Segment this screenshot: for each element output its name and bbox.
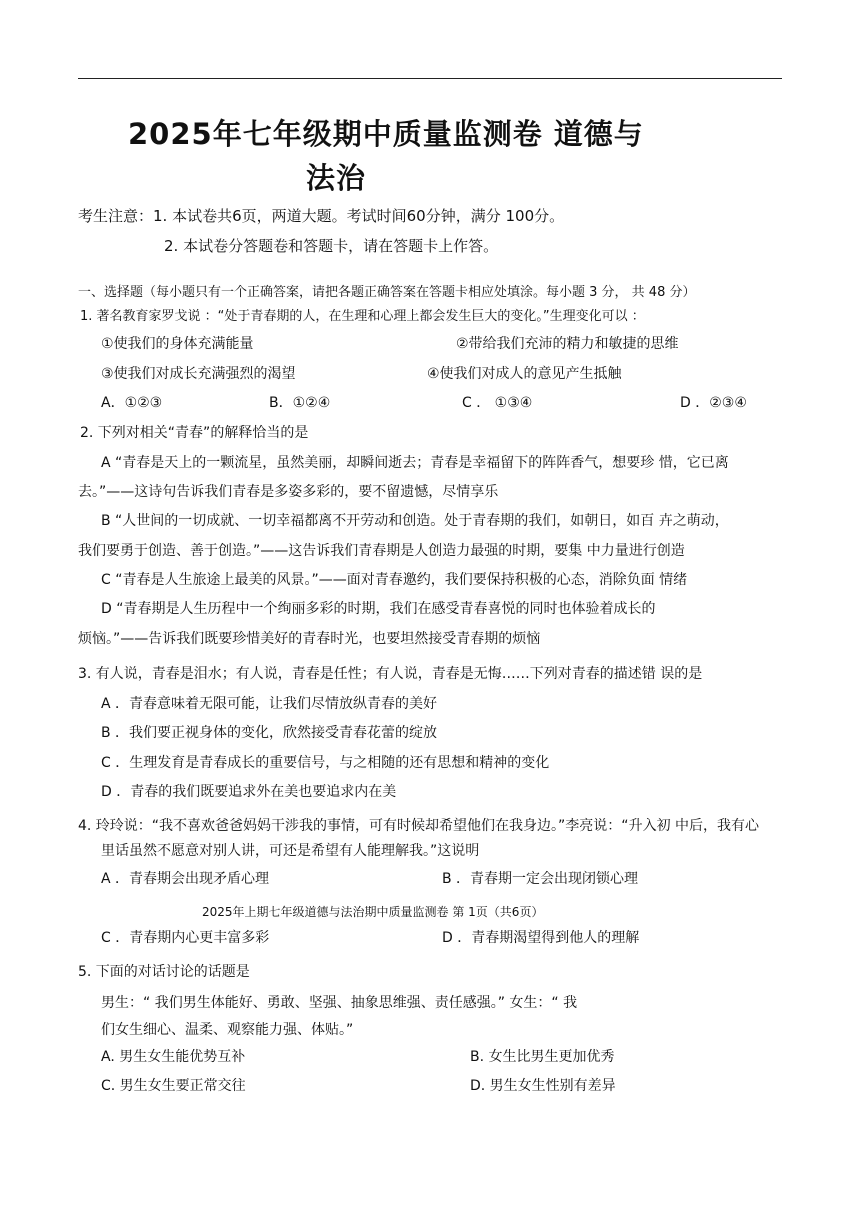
q5-option-c: C. 男生女生要正常交往 <box>101 1078 246 1094</box>
q2-option-c: C “青春是人生旅途上最美的风景。”——面对青春邀约，我们要保持积极的心态，消除负面 情绪 <box>101 572 688 588</box>
q1-option-a: A．①②③ <box>101 395 163 411</box>
q1-option-c: C ． ①③④ <box>462 395 533 411</box>
q5-option-a: A. 男生女生能优势互补 <box>101 1049 246 1065</box>
q2-stem: 2. 下列对相关“青春”的解释恰当的是 <box>80 425 309 441</box>
q2-option-a-line2: 去。”——这诗句告诉我们青春是多姿多彩的，要不留遗憾，尽情享乐 <box>78 484 499 500</box>
q5-stem: 5. 下面的对话讨论的话题是 <box>78 964 250 980</box>
q3-option-a: A ．青春意味着无限可能，让我们尽情放纵青春的美好 <box>101 696 438 712</box>
q4-option-d: D ．青春期渴望得到他人的理解 <box>442 930 640 946</box>
q2-option-d-line2: 烦恼。”——告诉我们既要珍惜美好的青春时光，也要坦然接受青春期的烦恼 <box>78 631 541 647</box>
q1-stem: 1. 著名教育家罗戈说 ：“处于青春期的人，在生理和心理上都会发生巨大的变化。”生理变化可以 ： <box>80 309 645 324</box>
page-footer: 2025年上期七年级道德与法治期中质量监测卷 第 1页（共6页） <box>202 905 544 919</box>
q5-dialog-line2: 们女生细心、温柔、观察能力强、体贴。” <box>101 1022 354 1038</box>
q5-option-b: B. 女生比男生更加优秀 <box>470 1049 615 1065</box>
q1-item-1: ①使我们的身体充满能量 <box>101 336 254 352</box>
q2-option-b-line2: 我们要勇于创造、善于创造。”——这告诉我们青春期是人创造力最强的时期，要集 中力量进行创造 <box>78 543 685 559</box>
q4-stem-line2: 里话虽然不愿意对别人讲，可还是希望有人能理解我。”这说明 <box>101 843 480 859</box>
q4-option-a: A ．青春期会出现矛盾心理 <box>101 871 270 887</box>
q2-option-d-line1: D “青春期是人生历程中一个绚丽多彩的时期，我们在感受青春喜悦的同时也体验着成长的 <box>101 601 656 617</box>
q3-option-b: B ．我们要正视身体的变化，欣然接受青春花蕾的绽放 <box>101 725 438 741</box>
q4-option-b: B ．青春期一定会出现闭锁心理 <box>442 871 639 887</box>
exam-title-line2: 法治 <box>306 161 367 195</box>
q3-option-d: D ．青春的我们既要追求外在美也要追求内在美 <box>101 784 397 800</box>
exam-title-line1: 2025年七年级期中质量监测卷 道德与 <box>128 117 644 151</box>
q3-option-c: C ．生理发育是青春成长的重要信号，与之相随的还有思想和精神的变化 <box>101 755 550 771</box>
notice-line1: 考生注意：1. 本试卷共6页，两道大题。考试时间60分钟，满分 100分。 <box>78 207 565 225</box>
q1-option-b: B．①②④ <box>269 395 331 411</box>
q1-item-3: ③使我们对成长充满强烈的渴望 <box>101 366 296 382</box>
q4-option-c: C ．青春期内心更丰富多彩 <box>101 930 270 946</box>
q1-item-2: ②带给我们充沛的精力和敏捷的思维 <box>456 336 679 352</box>
q5-dialog-line1: 男生：“ 我们男生体能好、勇敢、坚强、抽象思维强、责任感强。” 女生：“ 我 <box>101 995 578 1011</box>
q1-item-4: ④使我们对成人的意见产生抵触 <box>427 366 622 382</box>
q3-stem: 3. 有人说，青春是泪水；有人说，青春是任性；有人说，青春是无悔……下列对青春的描述错 误的是 <box>78 666 703 682</box>
q2-option-b-line1: B “人世间的一切成就、一切幸福都离不开劳动和创造。处于青春期的我们，如朝日，如百 卉之萌动， <box>101 513 729 529</box>
q5-option-d: D. 男生女生性别有差异 <box>470 1078 616 1094</box>
q1-option-d: D ．②③④ <box>680 395 747 411</box>
q4-stem-line1: 4. 玲玲说：“我不喜欢爸爸妈妈干涉我的事情，可有时候却希望他们在我身边。”李亮说：“升入初 中后，我有心 <box>78 818 760 834</box>
top-rule <box>78 78 782 79</box>
q2-option-a-line1: A “青春是天上的一颗流星，虽然美丽，却瞬间逝去；青春是幸福留下的阵阵香气，想要珍 惜，它已离 <box>101 455 729 471</box>
notice-line2: 2. 本试卷分答题卷和答题卡，请在答题卡上作答。 <box>164 237 499 255</box>
section-heading: 一、选择题（每小题只有一个正确答案，请把各题正确答案在答题卡相应处填涂。每小题 3 分， 共 48 分） <box>78 285 696 300</box>
